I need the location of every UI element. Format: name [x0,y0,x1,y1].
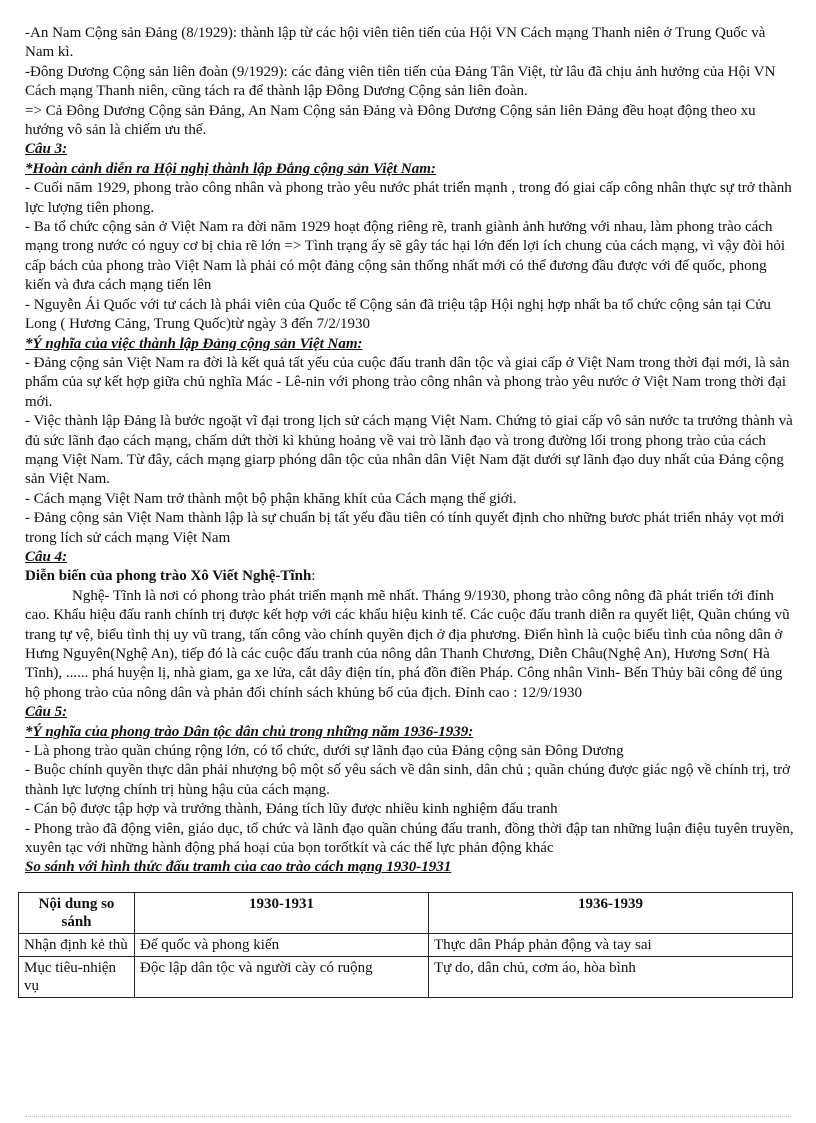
table-header-cell: 1930-1931 [135,892,429,933]
cau4-heading: Diễn biến của phong trào Xô Viết Nghệ-Tĩnh [25,568,312,585]
document-page [25,24,795,998]
cau5-label: Câu 5: [25,704,68,721]
cau4-heading-colon: : [311,568,316,585]
cau5-heading: *Ý nghĩa của phong trào Dân tộc dân chủ trong những năm 1936-1939: [25,723,474,740]
cau3-significance-para-2: - Việc thành lập Đảng là bước ngoặt vĩ đại trong lịch sử cách mạng Việt Nam. Chứng tỏ giai cấp vô sản nước ta trưởng thành và đủ sức lãnh đạo cách mạng, chấm dứt thời kì khủng hoảng về vai trò lãnh đạo và trong đường lối trong phong trào của cách mạng Việt Nam. Từ đây, cách mạng giarp phóng dân tộc của nhân dân Việt Nam đặt dưới sự lãnh đạo duy nhất của Đảng cộng sản Việt Nam. [25,413,793,488]
cau3-significance-para-1: - Đảng cộng sản Việt Nam ra đời là kết quả tất yếu của cuộc đấu tranh dân tộc và giai cấp ở Việt Nam trong thời đại mới, là sản phẩm của sự kết hợp giữa chủ nghĩa Mác - Lê-nin với phong trào công nhân và phong trào yêu nước ở Việt Nam trong thời đại mới. [25,354,790,410]
cau5-para-4: - Phong trào đã động viên, giáo dục, tổ chức và lãnh đạo quần chúng đấu tranh, đồng thời đập tan những luận điệu tuyên truyền, xuyên tạc với những hành động phá hoại của bọn torốtkít và các thế lực phản động khác [25,820,794,857]
table-header-cell: 1936-1939 [429,892,793,933]
page-bottom-divider [25,1116,791,1117]
cau4-heading-line [25,567,795,586]
cau3-significance-para-4: - Đảng cộng sản Việt Nam thành lập là sự chuẩn bị tất yếu đầu tiên có tính quyết định cho những bươc phát triển nhảy vọt mới trong lích sử cách mạng Việt Nam [25,510,785,546]
cau3-heading-context: *Hoàn cảnh diễn ra Hội nghị thành lập Đẳng cộng sản Việt Nam: [25,160,436,177]
table-row [19,956,793,997]
table-cell: Tự do, dân chủ, cơm áo, hòa bình [429,956,793,997]
cau3-context-para-1: - Cuối năm 1929, phong trào công nhân và phong trào yêu nước phát triển mạnh , trong đó giai cấp công nhân thực sự trở thành lực lượng tiên phong. [25,180,792,216]
intro-para-3: => Cả Đông Dương Cộng sản Đảng, An Nam Cộng sản Đảng và Đông Dương Cộng sản liên Đảng đều hoạt động theo xu hướng vô sản là chiếm ưu thế. [25,102,756,139]
cau4-label: Câu 4: [25,548,68,565]
table-row [19,933,793,956]
table-cell: Thực dân Pháp phản động và tay sai [429,933,793,956]
cau3-context-para-2: - Ba tổ chức cộng sản ở Việt Nam ra đời năm 1929 hoạt động riêng rẽ, tranh giành ảnh hưởng với nhau, làm phong trào cách mạng trong nước có nguy cơ bị chia rẽ lớn => Tình trạng ấy sẽ gây tác hại lớn đến lợi ích chung của cách mạng, vì vậy đòi hỏi cấp bách của phong trào Việt Nam là phải có một đảng cộng sản thống nhất mới có thể đương đầu được với đế quốc, phong kiến và đưa cách mạng tiến lên [25,219,786,294]
intro-para-2: -Đông Dương Cộng sản liên đoàn (9/1929): các đảng viên tiên tiến của Đảng Tân Việt, từ lâu đã chịu ảnh hưởng của Hội VN Cách mạng Thanh niên, cũng tách ra để thành lập Đông Dương Cộng sản liên đoàn. [25,63,776,100]
cau5-para-1: - Là phong trào quần chúng rộng lớn, có tổ chức, dưới sự lãnh đạo của Đảng cộng sản Đông Dương [25,743,624,760]
cau5-para-2: - Buộc chính quyền thực dân phải nhượng bộ một số yêu sách về dân sinh, dân chủ ; quần chúng được giác ngộ về chính trị, trở thành lực lượng chính trị hùng hậu của cách mạng. [25,762,791,798]
intro-para-1: -An Nam Cộng sản Đảng (8/1929): thành lập từ các hội viên tiên tiến của Hội VN Cách mạng Thanh niên ở Trung Quốc và Nam kì. [25,25,766,61]
cau4-body: Nghệ- Tĩnh là nơi có phong trào phát triển mạnh mẽ nhất. Tháng 9/1930, phong trào công nông đã phát triển tới đỉnh cao. Khẩu hiệu đấu ranh chính trị được kết hợp với các khẩu hiệu kinh tế. Các cuộc đấu tranh diễn ra quyết liệt, Quần chúng vũ trang tự vệ, biểu tình thị uy vũ trang, tấn công vào chính quyền địch ở địa phương. Điển hình là cuộc biểu tình của nông dân ở Hưng Nguyên(Nghệ An), tiếp đó là các cuộc đấu tranh của nông dân Thanh Chương, Diễn Châu(Nghệ An), Hương Sơn( Hà Tĩnh), ...... phá huyện lị, nhà giam, ga xe lửa, cắt dây điện tín, phá đồn điền Pháp. Công nhân Vinh- Bến Thủy bãi công để ủng hộ phong trào của nông dân và phản đối chính sách khủng bố của địch. Đỉnh cao : 12/9/1930 [25,587,790,701]
cau3-heading-significance: *Ý nghĩa của việc thành lập Đảng cộng sản Việt Nam: [25,335,363,352]
cau3-label: Câu 3: [25,141,68,158]
compare-heading: So sánh với hình thức đấu tramh của cao trào cách mạng 1930-1931 [25,859,452,876]
cau3-context-para-3: - Nguyễn Ái Quốc với tư cách là phái viên của Quốc tế Cộng sản đã triệu tập Hội nghị hợp nhất ba tổ chức cộng sản tại Cửu Long ( Hương Cảng, Trung Quốc)từ ngày 3 đến 7/2/1930 [25,296,771,333]
cau5-para-3: - Cán bộ được tập hợp và trưởng thành, Đảng tích lũy được nhiều kinh nghiệm đấu tranh [25,801,558,818]
table-header-cell: Nội dung so sánh [19,892,135,933]
table-cell: Nhận định kẻ thù [19,933,135,956]
table-cell: Mục tiêu-nhiện vụ [19,956,135,997]
cau3-significance-para-3: - Cách mạng Việt Nam trở thành một bộ phận khăng khít của Cách mạng thế giới. [25,490,517,507]
table-cell: Độc lập dân tộc và người cày có ruộng [135,956,429,997]
comparison-table [18,892,793,998]
table-header-row [19,892,793,933]
table-cell: Đế quốc và phong kiến [135,933,429,956]
